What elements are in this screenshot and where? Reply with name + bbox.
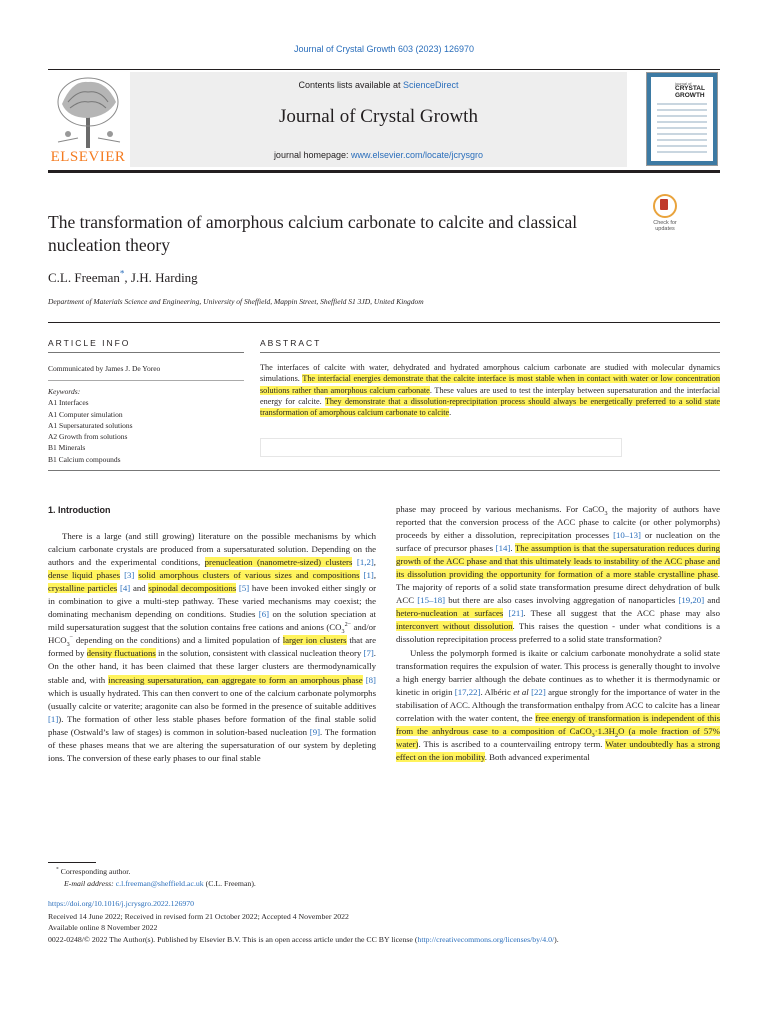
badge-text-line-2: updates — [655, 226, 675, 232]
author-1: C.L. Freeman — [48, 270, 120, 285]
citation-link[interactable]: [15–18] — [417, 595, 446, 606]
keyword-item: A1 Computer simulation — [48, 409, 123, 419]
keyword-item: A1 Interfaces — [48, 398, 89, 408]
abstract-sentence: The interfaces of calcite with water, dehydrated and hydrated amorphous calcium carbonate are studied with molecular dynamics simulations. — [260, 363, 720, 384]
section-rule — [48, 470, 720, 471]
citation-link[interactable]: [3] — [124, 570, 135, 581]
highlight: free energy of transformation is independent of this from the anhydrous case to a composition of $CaCO_3\cdot 1.3H_2O$ (a mole fraction of 57% water) — [396, 712, 720, 749]
citation-link[interactable]: [9] — [309, 726, 321, 737]
article-info-heading: ARTICLE INFO — [48, 338, 131, 348]
cover-title-line-1: CRYSTAL — [675, 85, 705, 92]
footnote-text: Corresponding author. — [58, 867, 131, 876]
abstract-sentence: . These values are used to test the interplay between supersaturation and the interfacial energy for calcite. — [260, 385, 721, 406]
cover-text-lines — [657, 103, 707, 157]
publisher-name: ELSEVIER — [50, 149, 126, 165]
abstract-text — [260, 362, 720, 418]
header-bottom-rule — [48, 170, 720, 173]
cover-title — [675, 85, 705, 99]
abstract-heading: ABSTRACT — [260, 338, 322, 348]
highlight: crystalline particles — [48, 583, 118, 594]
cover-page — [651, 77, 713, 161]
email-link[interactable]: c.l.freeman@sheffield.ac.uk — [115, 879, 204, 888]
keywords-rule — [48, 380, 244, 381]
received-dates: Received 14 June 2022; Received in revised form 21 October 2022; Accepted 4 November 2022 — [48, 912, 349, 921]
article-info-rule — [48, 322, 720, 323]
email-note — [64, 878, 256, 889]
header-top-rule — [48, 69, 720, 70]
body-column-left — [48, 530, 376, 765]
highlight: Water undoubtedly has a strong effect on the ion mobility — [396, 738, 720, 762]
citation-link[interactable]: [21] — [508, 608, 524, 619]
highlight: larger ion clusters — [282, 635, 347, 646]
keywords-block — [48, 386, 133, 465]
abstract-sentence: . — [449, 408, 452, 418]
citation-link[interactable]: [17,22] — [454, 686, 481, 697]
sciencedirect-link[interactable]: ScienceDirect — [403, 80, 459, 90]
license-text: 0022-0248/© 2022 The Author(s). Published by Elsevier B.V. This is an open access article under the CC BY license ( — [48, 935, 418, 944]
highlight: prenucleation (nanometre-sized) clusters — [204, 557, 353, 568]
citation-link[interactable]: [1] — [363, 570, 374, 581]
keyword-item: A2 Growth from solutions — [48, 432, 128, 442]
communicated-by: Communicated by James J. De Yoreo — [48, 364, 161, 373]
abstract-highlight: The interfacial energies demonstrate that the calcite interface is most stable when in contact with water or low concentration solutions rather than amorphous calcium carbonate — [260, 374, 720, 395]
highlight: increasing supersaturation, can aggregate to form an amorphous phase — [108, 674, 363, 685]
affiliation: Department of Materials Science and Engineering, University of Sheffield, Mappin Street, Sheffield S1 3JD, United Kingdom — [48, 297, 424, 306]
highlight: interconvert without dissolution — [396, 621, 513, 632]
homepage-line — [130, 150, 627, 160]
highlight: The assumption is that the supersaturation reduces during growth of the ACC phase and that this ultimately leads to instability of the ACC phase and its dissolution providing the opportunity for formation of a more stable crystalline phase — [396, 543, 720, 580]
highlight: density fluctuations — [86, 648, 156, 659]
email-suffix: (C.L. Freeman). — [203, 879, 256, 888]
keywords-label: Keywords: — [48, 387, 81, 396]
author-separator: , — [124, 270, 131, 285]
email-label: E-mail address: — [64, 879, 116, 888]
paragraph: phase may proceed by various mechanisms. For CaCO$_3$ the majority of authors have reported that the conversion process of the ACC phase to calcite (or other polymorphs) proceeds by either a dissolution, reprecipitation processes [10–13] or nucleation on the surface of precursor phases [14]. The assumption is that the supersaturation reduces during growth of the ACC phase and that this ultimately leads to instability of the ACC phase and its dissolution providing the opportunity for formation of a more stable crystalline phase. The majority of reports of a solid state transformation presume direct dehydration of bulk ACC [15–18] but there are also cases involving aggregation of nanoparticles [19,20] and hetero-nucleation at surfaces [21]. These all suggest that the ACC phase may also interconvert without dissolution. This raises the question - under what conditions is a dissolution reprecipitation process preferred to a solid state transformation? — [396, 504, 721, 645]
annotation-box — [260, 438, 622, 457]
keyword-item: B1 Calcium compounds — [48, 454, 121, 464]
journal-reference[interactable]: Journal of Crystal Growth 603 (2023) 126970 — [293, 44, 475, 54]
citation-link[interactable]: [4] — [119, 583, 131, 594]
badge-text — [648, 220, 682, 232]
homepage-prefix: journal homepage: — [273, 150, 351, 160]
abstract-underline — [260, 352, 720, 353]
citation-link[interactable]: [8] — [365, 674, 376, 685]
license-line — [48, 934, 720, 945]
cover-title-line-2: GROWTH — [675, 92, 705, 99]
citation-link[interactable]: [22] — [531, 686, 546, 697]
journal-cover-thumbnail[interactable] — [646, 72, 718, 166]
paragraph: There is a large (and still growing) literature on the possible mechanisms by which calcium carbonate crystals are produced from a supersaturated solution. Depending on the authors and the experimental conditions, prenucleation (nanometre-sized) clusters [1,2], dense liquid phases [3] solid amorphous clusters of various sizes and compositions [1], crystalline particles [4] and spinodal decompositions [5] have been invoked either singly or in combination to give a multi-step pathway. These varied mechanisms may coexist; the dominating mechanism depending on conditions. Studies [6] on the solution speciation at mild supersaturation suggest that the solution contains free cations and anions ($CO_3^{2-}$ and/or $HCO_3^-$ depending on the conditions) and a limited population of larger ion clusters that are formed by density fluctuations in the solution, consistent with classical nucleation theory [7]. On the other hand, it has been claimed that these larger clusters are thermodynamically stable and, with increasing supersaturation, can aggregate to form an amorphous phase [8] which is usually hydrated. This can then convert to one of the calcium carbonate polymorphs (usually calcite or vaterite; aragonite can also be formed in the presence of suitable additives [1]). The formation of other less stable phases before formation of the final stable solid phase (Ostwald’s law of stages) is common in solution-based nucleation [9]. The formation of these phases means that we are altering the supersaturation of our system by depleting ions. The conversion of these early phases to our final stable — [48, 531, 377, 763]
check-for-updates-badge[interactable] — [648, 194, 682, 230]
contents-prefix: Contents lists available at — [298, 80, 404, 90]
doi-link[interactable]: https://doi.org/10.1016/j.jcrysgro.2022.126970 — [48, 899, 195, 908]
keyword-item: B1 Minerals — [48, 443, 86, 453]
homepage-link[interactable]: www.elsevier.com/locate/jcrysgro — [351, 150, 484, 160]
section-heading-introduction: 1. Introduction — [48, 505, 111, 515]
footnote-mark: * — [56, 866, 59, 873]
citation-link[interactable]: [19,20] — [678, 595, 705, 606]
highlight: solid amorphous clusters of various sizes and compositions — [138, 570, 360, 581]
citation-link[interactable]: [1,2] — [356, 557, 374, 568]
highlight: hetero-nucleation at surfaces — [396, 608, 504, 619]
body-column-right — [396, 503, 720, 764]
license-link[interactable]: http://creativecommons.org/licenses/by/4.0/ — [417, 935, 555, 944]
keyword-item: A1 Supersaturated solutions — [48, 420, 133, 430]
corresponding-author-note — [56, 866, 130, 877]
citation-link[interactable]: [7] — [363, 648, 374, 659]
article-title: The transformation of amorphous calcium carbonate to calcite and classical nucleation theory — [48, 212, 578, 255]
citation-link[interactable]: [5] — [238, 583, 250, 594]
elsevier-tree-icon — [48, 72, 128, 150]
citation-link[interactable]: [10–13] — [613, 530, 641, 541]
paragraph: Unless the polymorph formed is ikaite or calcium carbonate monohydrate a solid state transformation requires the expulsion of water. This process is generally thought to involve a high energy barrier although the debate continues as to whether it is thermodynamic or kinetic in origin [17,22]. Albéric et al [22] argue strongly for the importance of water in the stabilisation of ACC. Although the transformation enthalpy from ACC to calcite has a linear correlation with the water content, the free energy of transformation is independent of this from the anhydrous case to a composition of $CaCO_3\cdot 1.3H_2O$ (a mole fraction of 57% water). This is ascribed to a countervailing entropy term. Water undoubtedly has a strong effect on the ion mobility. Both advanced experimental — [396, 647, 720, 762]
license-suffix: ). — [554, 935, 559, 944]
available-online: Available online 8 November 2022 — [48, 923, 158, 932]
author-2: J.H. Harding — [130, 270, 198, 285]
article-info-underline — [48, 352, 244, 353]
cover-small-text: journal of — [675, 81, 692, 86]
highlight: spinodal decompositions — [148, 583, 237, 594]
bookmark-icon — [653, 194, 677, 218]
citation-link[interactable]: [6] — [258, 609, 270, 620]
footnote-rule — [48, 862, 96, 863]
citation-link[interactable]: [14] — [495, 543, 511, 554]
abstract-highlight: They demonstrate that a dissolution-reprecipitation process should always be energetically preferred to a solid state transformation of amorphous calcium carbonate to calcite — [260, 396, 721, 418]
badge-text-line-1: Check for — [653, 220, 677, 226]
contents-line — [130, 80, 627, 90]
authors — [48, 270, 198, 286]
elsevier-logo — [48, 72, 128, 168]
journal-title: Journal of Crystal Growth — [279, 106, 478, 127]
citation-link[interactable]: [1] — [48, 713, 59, 724]
corresponding-author-mark[interactable]: * — [119, 268, 125, 279]
highlight: dense liquid phases — [48, 570, 121, 581]
